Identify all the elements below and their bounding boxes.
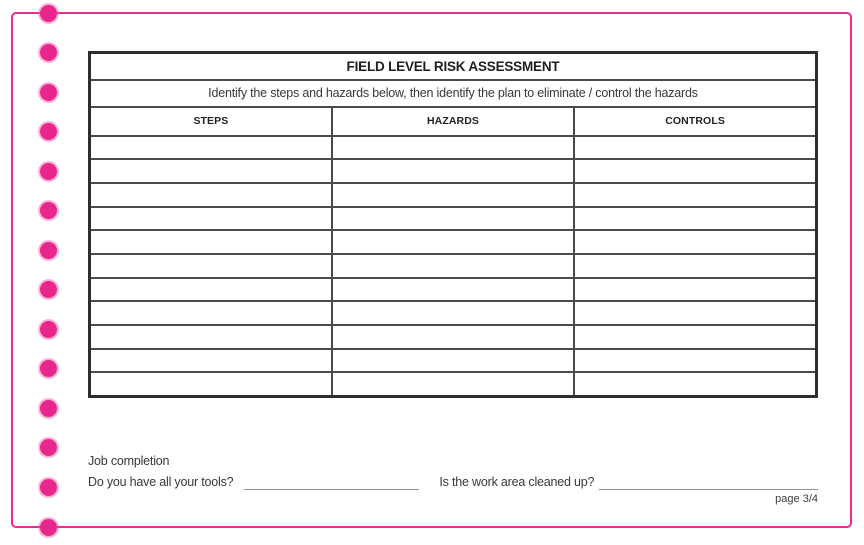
empty-table-cell	[332, 301, 574, 325]
job-completion-heading: Job completion	[88, 454, 170, 468]
empty-table-cell	[90, 136, 332, 160]
empty-table-row	[90, 230, 817, 254]
job-completion-section	[88, 453, 818, 505]
empty-table-row	[90, 207, 817, 231]
empty-table-cell	[574, 136, 816, 160]
empty-table-cell	[332, 254, 574, 278]
empty-table-cell	[332, 278, 574, 302]
table-body	[90, 53, 817, 397]
empty-table-row	[90, 349, 817, 373]
empty-table-row	[90, 159, 817, 183]
empty-table-cell	[574, 372, 816, 396]
table-header-row	[90, 107, 817, 136]
column-header-hazards: HAZARDS	[332, 107, 574, 136]
empty-table-row	[90, 372, 817, 396]
empty-table-cell	[574, 301, 816, 325]
cleanup-answer-blank	[599, 475, 818, 490]
column-header-steps: STEPS	[90, 107, 332, 136]
empty-table-cell	[574, 325, 816, 349]
empty-table-cell	[332, 372, 574, 396]
empty-table-cell	[90, 159, 332, 183]
empty-table-cell	[574, 254, 816, 278]
empty-table-cell	[332, 230, 574, 254]
empty-table-cell	[574, 159, 816, 183]
empty-table-row	[90, 278, 817, 302]
empty-table-cell	[90, 349, 332, 373]
empty-table-cell	[90, 230, 332, 254]
empty-table-row	[90, 325, 817, 349]
table-instruction-row	[90, 80, 817, 107]
empty-table-cell	[574, 207, 816, 231]
empty-table-cell	[90, 207, 332, 231]
tools-answer-blank	[244, 475, 419, 490]
empty-table-row	[90, 136, 817, 160]
empty-table-cell	[90, 254, 332, 278]
empty-table-cell	[332, 349, 574, 373]
column-header-controls: CONTROLS	[574, 107, 816, 136]
empty-table-cell	[332, 325, 574, 349]
empty-table-cell	[90, 183, 332, 207]
empty-table-cell	[90, 325, 332, 349]
empty-table-cell	[332, 207, 574, 231]
form-instruction: Identify the steps and hazards below, then identify the plan to eliminate / control the hazards	[90, 80, 817, 107]
empty-table-cell	[574, 349, 816, 373]
question-tools-label: Do you have all your tools?	[88, 475, 234, 489]
form-title: FIELD LEVEL RISK ASSESSMENT	[90, 53, 817, 80]
empty-table-cell	[574, 183, 816, 207]
empty-table-cell	[332, 183, 574, 207]
question-cleanup-label: Is the work area cleaned up?	[439, 475, 595, 489]
empty-table-cell	[90, 278, 332, 302]
job-completion-questions	[88, 474, 818, 490]
empty-table-cell	[332, 136, 574, 160]
empty-table-cell	[574, 278, 816, 302]
page-number: page 3/4	[775, 493, 818, 505]
risk-assessment-table	[88, 51, 818, 398]
empty-table-cell	[332, 159, 574, 183]
empty-table-cell	[574, 230, 816, 254]
empty-table-cell	[90, 301, 332, 325]
empty-table-row	[90, 301, 817, 325]
table-title-row	[90, 53, 817, 80]
empty-table-cell	[90, 372, 332, 396]
empty-table-row	[90, 254, 817, 278]
empty-table-row	[90, 183, 817, 207]
